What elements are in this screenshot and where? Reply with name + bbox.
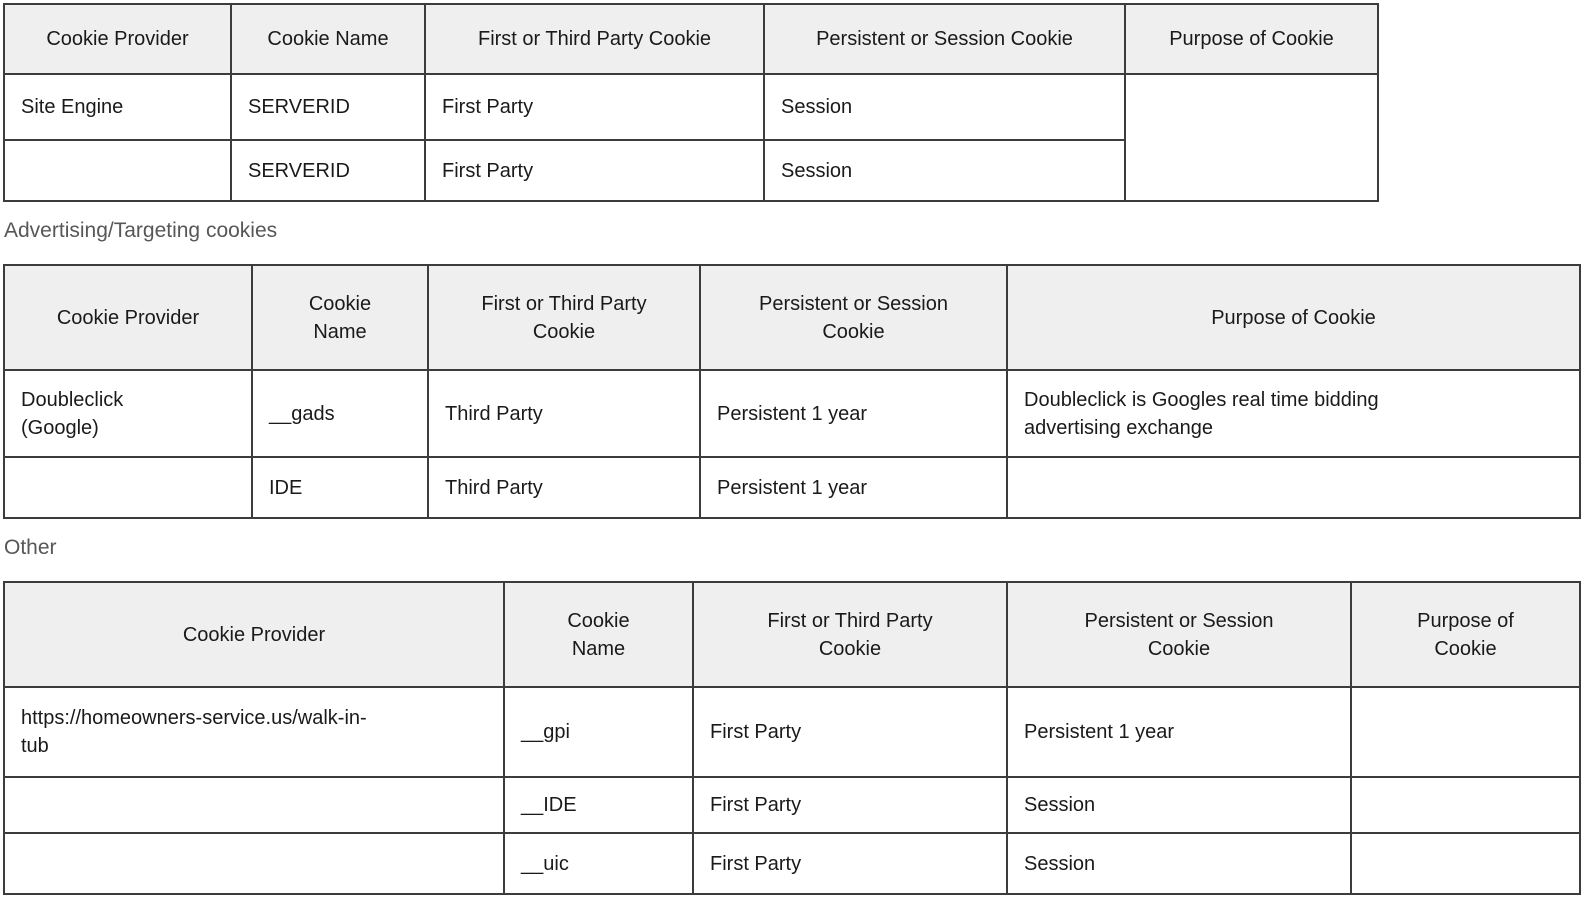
cell-purpose [1351, 833, 1580, 894]
cell-name [504, 687, 693, 777]
header-label: Cookie Name [567, 609, 630, 660]
header-label: Purpose of Cookie [1211, 306, 1376, 329]
header-cookie-name [252, 265, 428, 370]
cell-text: Doubleclick is Googles real time bidding advertising exchange [1024, 388, 1379, 439]
cell-party [693, 777, 1007, 833]
cell-provider [4, 777, 504, 833]
cell-text: Session [1024, 852, 1096, 875]
cell-persistence [1007, 777, 1351, 833]
header-label: Persistent or Session Cookie [759, 292, 948, 343]
cell-text: Session [781, 96, 853, 118]
header-cookie-name [231, 4, 425, 74]
header-cookie-provider [4, 582, 504, 687]
cell-purpose [1351, 687, 1580, 777]
cell-text: SERVERID [248, 159, 350, 182]
cell-text: Persistent 1 year [717, 476, 868, 499]
cell-text: Session [1024, 794, 1096, 816]
header-persistence [1007, 582, 1351, 687]
header-label: Cookie Provider [182, 623, 326, 646]
table-row [4, 74, 1378, 140]
cell-provider [4, 687, 504, 777]
cookie-table-other [3, 581, 1581, 895]
cell-text: __IDE [521, 794, 577, 816]
cell-purpose-merged [1125, 74, 1378, 201]
cookie-table-advertising [3, 264, 1581, 519]
cell-provider [4, 74, 231, 140]
table-header-row [4, 582, 1580, 687]
header-party [693, 582, 1007, 687]
table-row [4, 777, 1580, 833]
table-row [4, 457, 1580, 518]
cell-purpose [1007, 457, 1580, 518]
cell-party [428, 457, 700, 518]
cell-name [252, 457, 428, 518]
header-party [425, 4, 764, 74]
header-purpose [1351, 582, 1580, 687]
cell-name [504, 777, 693, 833]
cell-text: __gads [269, 402, 335, 425]
table-header-row [4, 265, 1580, 370]
cell-text: First Party [442, 96, 534, 118]
header-label: Persistent or Session Cookie [1084, 609, 1274, 660]
header-persistence [700, 265, 1007, 370]
cookie-table-top [3, 3, 1379, 202]
header-cookie-provider [4, 4, 231, 74]
cell-text: SERVERID [248, 96, 350, 118]
cell-name [252, 370, 428, 457]
cell-text: Persistent 1 year [1024, 721, 1175, 743]
header-purpose [1007, 265, 1580, 370]
table-row [4, 833, 1580, 894]
cell-text: Doubleclick (Google) [21, 388, 124, 439]
cell-text: First Party [710, 852, 802, 875]
cell-name [231, 140, 425, 201]
cell-party [428, 370, 700, 457]
cell-party [425, 74, 764, 140]
cell-text: First Party [442, 159, 534, 182]
section-label-other: Other [4, 536, 57, 559]
cell-persistence [1007, 687, 1351, 777]
header-label: First or Third Party Cookie [767, 609, 933, 660]
header-label: Cookie Name [308, 292, 372, 343]
cell-provider [4, 833, 504, 894]
cell-provider [4, 370, 252, 457]
cell-party [693, 687, 1007, 777]
header-label: Cookie Provider [56, 306, 200, 329]
header-label: Cookie Name [267, 28, 389, 50]
header-cookie-name [504, 582, 693, 687]
cell-text: https://homeowners-service.us/walk-in-tub [21, 707, 367, 757]
cell-text: IDE [269, 476, 303, 499]
cell-name [504, 833, 693, 894]
cell-persistence [764, 74, 1125, 140]
cell-text: Site Engine [21, 96, 124, 118]
cell-text: First Party [710, 794, 802, 816]
cell-persistence [1007, 833, 1351, 894]
header-label: Persistent or Session Cookie [816, 28, 1073, 50]
cell-persistence [700, 457, 1007, 518]
header-label: Purpose of Cookie [1169, 28, 1334, 50]
header-purpose [1125, 4, 1378, 74]
cell-text: __gpi [521, 721, 570, 743]
header-persistence [764, 4, 1125, 74]
cell-provider [4, 140, 231, 201]
cell-text: __uic [521, 852, 569, 875]
cell-text: Persistent 1 year [717, 402, 868, 425]
header-label: First or Third Party Cookie [481, 292, 647, 343]
cell-party [425, 140, 764, 201]
cell-text: Session [781, 159, 853, 182]
table-header-row [4, 4, 1378, 74]
cell-text: First Party [710, 721, 802, 743]
cell-persistence [700, 370, 1007, 457]
cell-persistence [764, 140, 1125, 201]
section-label-advertising: Advertising/Targeting cookies [4, 219, 278, 242]
cell-text: Third Party [445, 402, 543, 425]
header-label: Purpose of Cookie [1417, 609, 1514, 660]
cell-purpose [1351, 777, 1580, 833]
header-label: First or Third Party Cookie [477, 28, 712, 50]
cell-party [693, 833, 1007, 894]
header-party [428, 265, 700, 370]
cell-name [231, 74, 425, 140]
cell-text: Third Party [445, 476, 543, 499]
table-row [4, 370, 1580, 457]
cell-provider [4, 457, 252, 518]
header-label: Cookie Provider [46, 28, 189, 50]
cell-purpose [1007, 370, 1580, 457]
table-row [4, 687, 1580, 777]
header-cookie-provider [4, 265, 252, 370]
